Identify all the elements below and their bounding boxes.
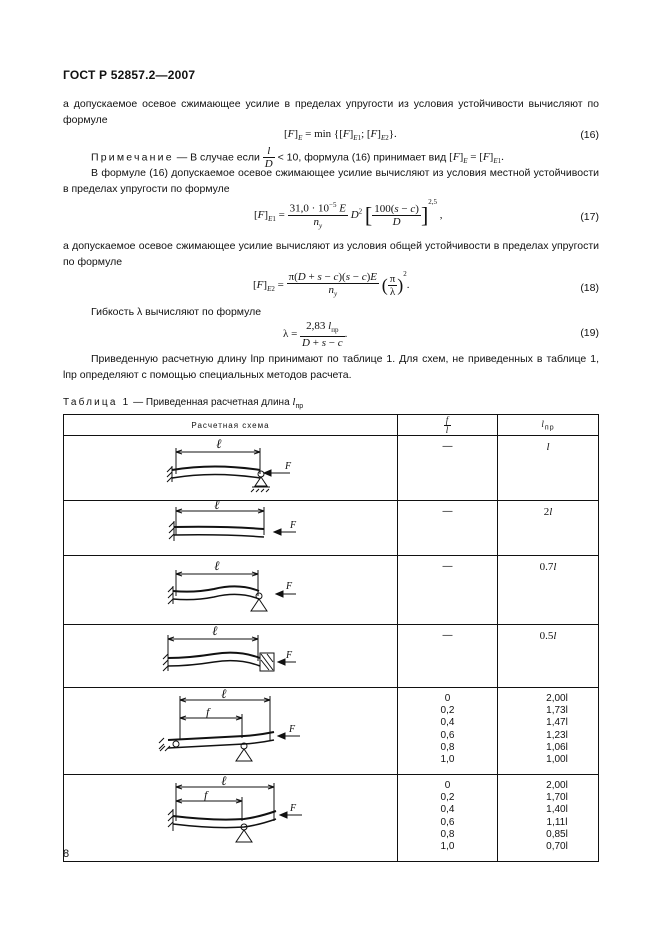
length-cell: 2,00l 1,70l 1,40l 1,11l 0,85l 0,70l (498, 775, 599, 862)
scheme-cell (64, 625, 398, 688)
ratio-cell: 0 0,2 0,4 0,6 0,8 1,0 (398, 688, 498, 775)
table-row (64, 688, 599, 775)
length-cell: 0.7l (498, 556, 599, 625)
table-row (64, 556, 599, 625)
formula-17: $[F]_{E1}$ = $\frac{31,0 \cdot 10^{-5} E}{n_y}$ $D^2$ [ $\frac{100(s - c)}{D}$ ]$^{2,5}$ , (254, 198, 443, 230)
scheme-2-diagram (64, 501, 397, 555)
table-caption: Таблица 1 — Приведенная расчетная длина $l_{пр}$ (63, 396, 304, 410)
svg-text:ℓ: ℓ (212, 625, 218, 638)
ratio-cell: 0 0,2 0,4 0,6 0,8 1,0 (398, 775, 498, 862)
scheme-6-diagram (64, 775, 397, 861)
formula-17-number: (17) (580, 211, 599, 223)
svg-text:ℓ: ℓ (221, 688, 227, 701)
scheme-cell (64, 436, 398, 501)
formula-16: $[F]_E = \min \{[F]_{E1}$; $[F]_{E2}$}. (284, 128, 397, 143)
svg-text:F: F (290, 803, 297, 814)
ratio-cell: — (398, 556, 498, 625)
note-label: Примечание (91, 151, 174, 164)
scheme-1-diagram (64, 436, 397, 500)
formula-19: λ = $\frac{2,83 l_{пр}}{D + s - c}$ . (283, 320, 348, 350)
formula-19-number: (19) (580, 327, 599, 339)
page-number: 8 (63, 848, 70, 860)
table-row (64, 775, 599, 862)
note-text-a: — В случае если (176, 151, 260, 164)
ratio-cell: — (398, 625, 498, 688)
length-cell: 0.5l (498, 625, 599, 688)
table-caption-text: — Приведенная расчетная длина (133, 397, 290, 408)
paragraph-2: В формуле (16) допускаемое осевое сжимающее усилие вычисляют из условия местной устойчивости в пределах упругости по формуле (63, 167, 599, 195)
formula-18: $[F]_{E2}$ = $\frac{\pi(D + s - c)(s - c)E}{n_y}$ ( $\frac{\pi}{\lambda}$ )$^2$. (253, 270, 410, 299)
length-cell: l (498, 436, 599, 501)
document-header: ГОСТ Р 52857.2—2007 (63, 68, 196, 82)
scheme-cell (64, 556, 398, 625)
table-row (64, 501, 599, 556)
svg-text:ℓ: ℓ (216, 436, 222, 451)
table-row (64, 436, 599, 501)
ratio-cell: — (398, 501, 498, 556)
svg-text:F: F (290, 520, 297, 531)
scheme-cell (64, 501, 398, 556)
length-cell: 2l (498, 501, 599, 556)
scheme-5-diagram (64, 688, 397, 774)
ratio-cell: — (398, 436, 498, 501)
scheme-cell (64, 775, 398, 862)
reduced-length-table (63, 414, 599, 862)
svg-text:ℓ: ℓ (214, 558, 220, 573)
paragraph-5: Приведенную расчетную длину lпр принимают по таблице 1. Для схем, не приведенных в таблице 1, lпр определяют с помощью специальных методов расчета. (63, 353, 599, 381)
svg-text:F: F (286, 650, 293, 661)
table-header-row (64, 415, 599, 436)
svg-text:F: F (286, 581, 293, 592)
length-cell: 2,00l 1,73l 1,47l 1,23l 1,06l 1,00l (498, 688, 599, 775)
svg-text:ℓ: ℓ (221, 775, 227, 788)
svg-text:f: f (206, 705, 210, 719)
note-text-b: < 10, формула (16) принимает вид (277, 151, 447, 164)
svg-text:ℓ: ℓ (214, 501, 220, 512)
scheme-3-diagram (64, 556, 397, 624)
paragraph-1: а допускаемое осевое сжимающее усилие в пределах упругости из условия устойчивости вычисляют по формуле (63, 98, 599, 126)
table-caption-label: Таблица 1 (63, 397, 131, 408)
paragraph-3: а допускаемое осевое сжимающее усилие вычисляют из условия общей устойчивости в пределах упругости по формуле (63, 240, 599, 268)
col-scheme-header: Расчетная схема (64, 415, 398, 436)
scheme-cell (64, 688, 398, 775)
svg-text:F: F (285, 461, 292, 472)
svg-text:F: F (289, 724, 296, 735)
formula-16-number: (16) (580, 129, 599, 141)
note: Примечание — В случае если $\frac{l}{D}$ < 10, формула (16) принимает вид $[F]_E = [F]_{E1}$. (91, 145, 504, 170)
scheme-4-diagram (64, 625, 397, 687)
col-ratio-header: $\frac{f}{l}$ (398, 415, 498, 436)
formula-18-number: (18) (580, 282, 599, 294)
col-length-header: $l_{пр}$ (498, 415, 599, 436)
paragraph-4: Гибкость λ вычисляют по формуле (91, 306, 262, 318)
svg-text:f: f (204, 788, 208, 802)
table-row (64, 625, 599, 688)
